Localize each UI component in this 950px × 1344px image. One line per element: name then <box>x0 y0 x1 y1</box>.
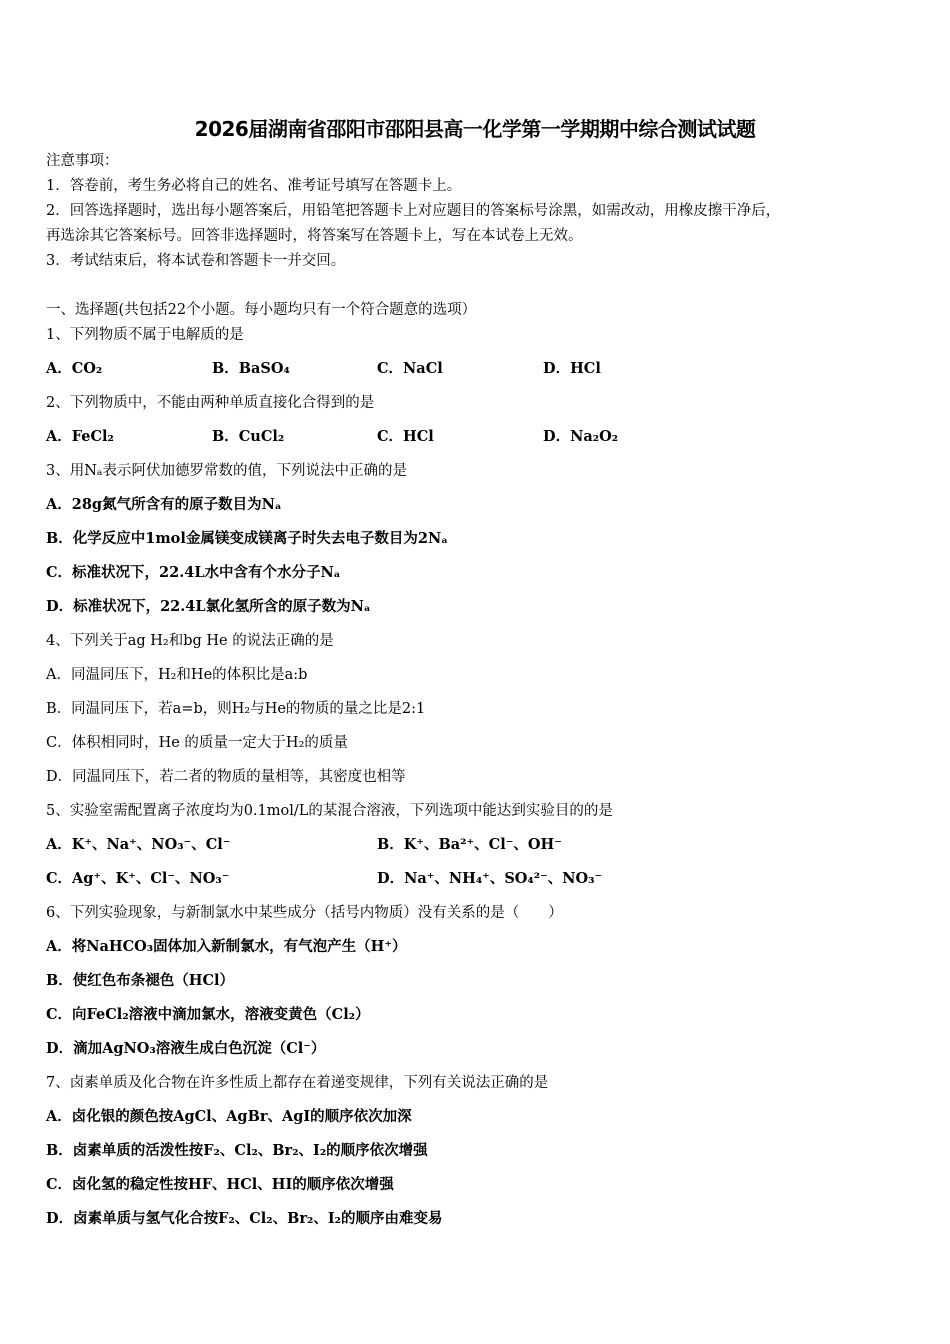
notice-item-1: 1．答卷前，考生务必将自己的姓名、准考证号填写在答题卡上。 <box>46 178 462 194</box>
option-b: B．BaSO₄ <box>212 360 290 377</box>
question-3-option-a: A．28g氮气所含有的原子数目为Nₐ <box>46 496 282 513</box>
question-6-option-c: C．向FeCl₂溶液中滴加氯水，溶液变黄色（Cl₂） <box>46 1006 370 1023</box>
question-4-option-a: A．同温同压下，H₂和He的体积比是a:b <box>46 667 308 683</box>
section-heading: 一、选择题(共包括22个小题。每小题均只有一个符合题意的选项） <box>46 302 477 318</box>
question-3-option-b: B．化学反应中1mol金属镁变成镁离子时失去电子数目为2Nₐ <box>46 530 448 547</box>
question-4-option-b: B．同温同压下，若a=b，则H₂与He的物质的量之比是2:1 <box>46 701 426 717</box>
option-c: C．HCl <box>377 428 434 445</box>
question-6-option-b: B．使红色布条褪色（HCl） <box>46 972 235 989</box>
question-7-stem: 7、卤素单质及化合物在许多性质上都存在着递变规律，下列有关说法正确的是 <box>46 1075 549 1091</box>
notice-item-2: 2．回答选择题时，选出每小题答案后，用铅笔把答题卡上对应题目的答案标号涂黑，如需改动，用橡皮擦干净后， <box>46 203 781 219</box>
option-d: D．Na₂O₂ <box>543 428 619 445</box>
option-a: A．FeCl₂ <box>46 428 114 445</box>
question-4-option-d: D．同温同压下，若二者的物质的量相等，其密度也相等 <box>46 769 406 785</box>
question-7-option-d: D．卤素单质与氢气化合按F₂、Cl₂、Br₂、I₂的顺序由难变易 <box>46 1210 443 1227</box>
option-d: D．HCl <box>543 360 601 377</box>
notice-item-3: 3．考试结束后，将本试卷和答题卡一并交回。 <box>46 253 346 269</box>
question-6-stem: 6、下列实验现象，与新制氯水中某些成分（括号内物质）没有关系的是（ ） <box>46 905 563 921</box>
question-6-option-d: D．滴加AgNO₃溶液生成白色沉淀（Cl⁻） <box>46 1040 326 1057</box>
notice-item-2-cont: 再选涂其它答案标号。回答非选择题时，将答案写在答题卡上，写在本试卷上无效。 <box>46 228 583 244</box>
option-b: B．CuCl₂ <box>212 428 285 445</box>
document-title: 2026届湖南省邵阳市邵阳县高一化学第一学期期中综合测试试题 <box>194 117 756 141</box>
option-b: B．K⁺、Ba²⁺、Cl⁻、OH⁻ <box>377 836 562 853</box>
notice-heading: 注意事项： <box>46 153 119 169</box>
question-3-stem: 3、用Nₐ表示阿伏加德罗常数的值，下列说法中正确的是 <box>46 463 408 479</box>
question-5-stem: 5、实验室需配置离子浓度均为0.1mol/L的某混合溶液，下列选项中能达到实验目的的是 <box>46 803 613 819</box>
question-1-stem: 1、下列物质不属于电解质的是 <box>46 327 244 343</box>
question-7-option-b: B．卤素单质的活泼性按F₂、Cl₂、Br₂、I₂的顺序依次增强 <box>46 1142 428 1159</box>
question-7-option-c: C．卤化氢的稳定性按HF、HCl、HI的顺序依次增强 <box>46 1176 394 1193</box>
option-c: C．NaCl <box>377 360 443 377</box>
question-3-option-d: D．标准状况下，22.4L氯化氢所含的原子数为Nₐ <box>46 598 371 615</box>
question-2-stem: 2、下列物质中，不能由两种单质直接化合得到的是 <box>46 395 375 411</box>
option-c: C．Ag⁺、K⁺、Cl⁻、NO₃⁻ <box>46 870 230 887</box>
option-a: A．K⁺、Na⁺、NO₃⁻、Cl⁻ <box>46 836 231 853</box>
question-4-option-c: C．体积相同时，He 的质量一定大于H₂的质量 <box>46 735 348 751</box>
question-4-stem: 4、下列关于ag H₂和bg He 的说法正确的是 <box>46 633 334 649</box>
question-3-option-c: C．标准状况下，22.4L水中含有个水分子Nₐ <box>46 564 341 581</box>
question-6-option-a: A．将NaHCO₃固体加入新制氯水，有气泡产生（H⁺） <box>46 938 407 955</box>
question-7-option-a: A．卤化银的颜色按AgCl、AgBr、AgI的顺序依次加深 <box>46 1108 412 1125</box>
option-d: D．Na⁺、NH₄⁺、SO₄²⁻、NO₃⁻ <box>377 870 603 887</box>
option-a: A．CO₂ <box>46 360 103 377</box>
